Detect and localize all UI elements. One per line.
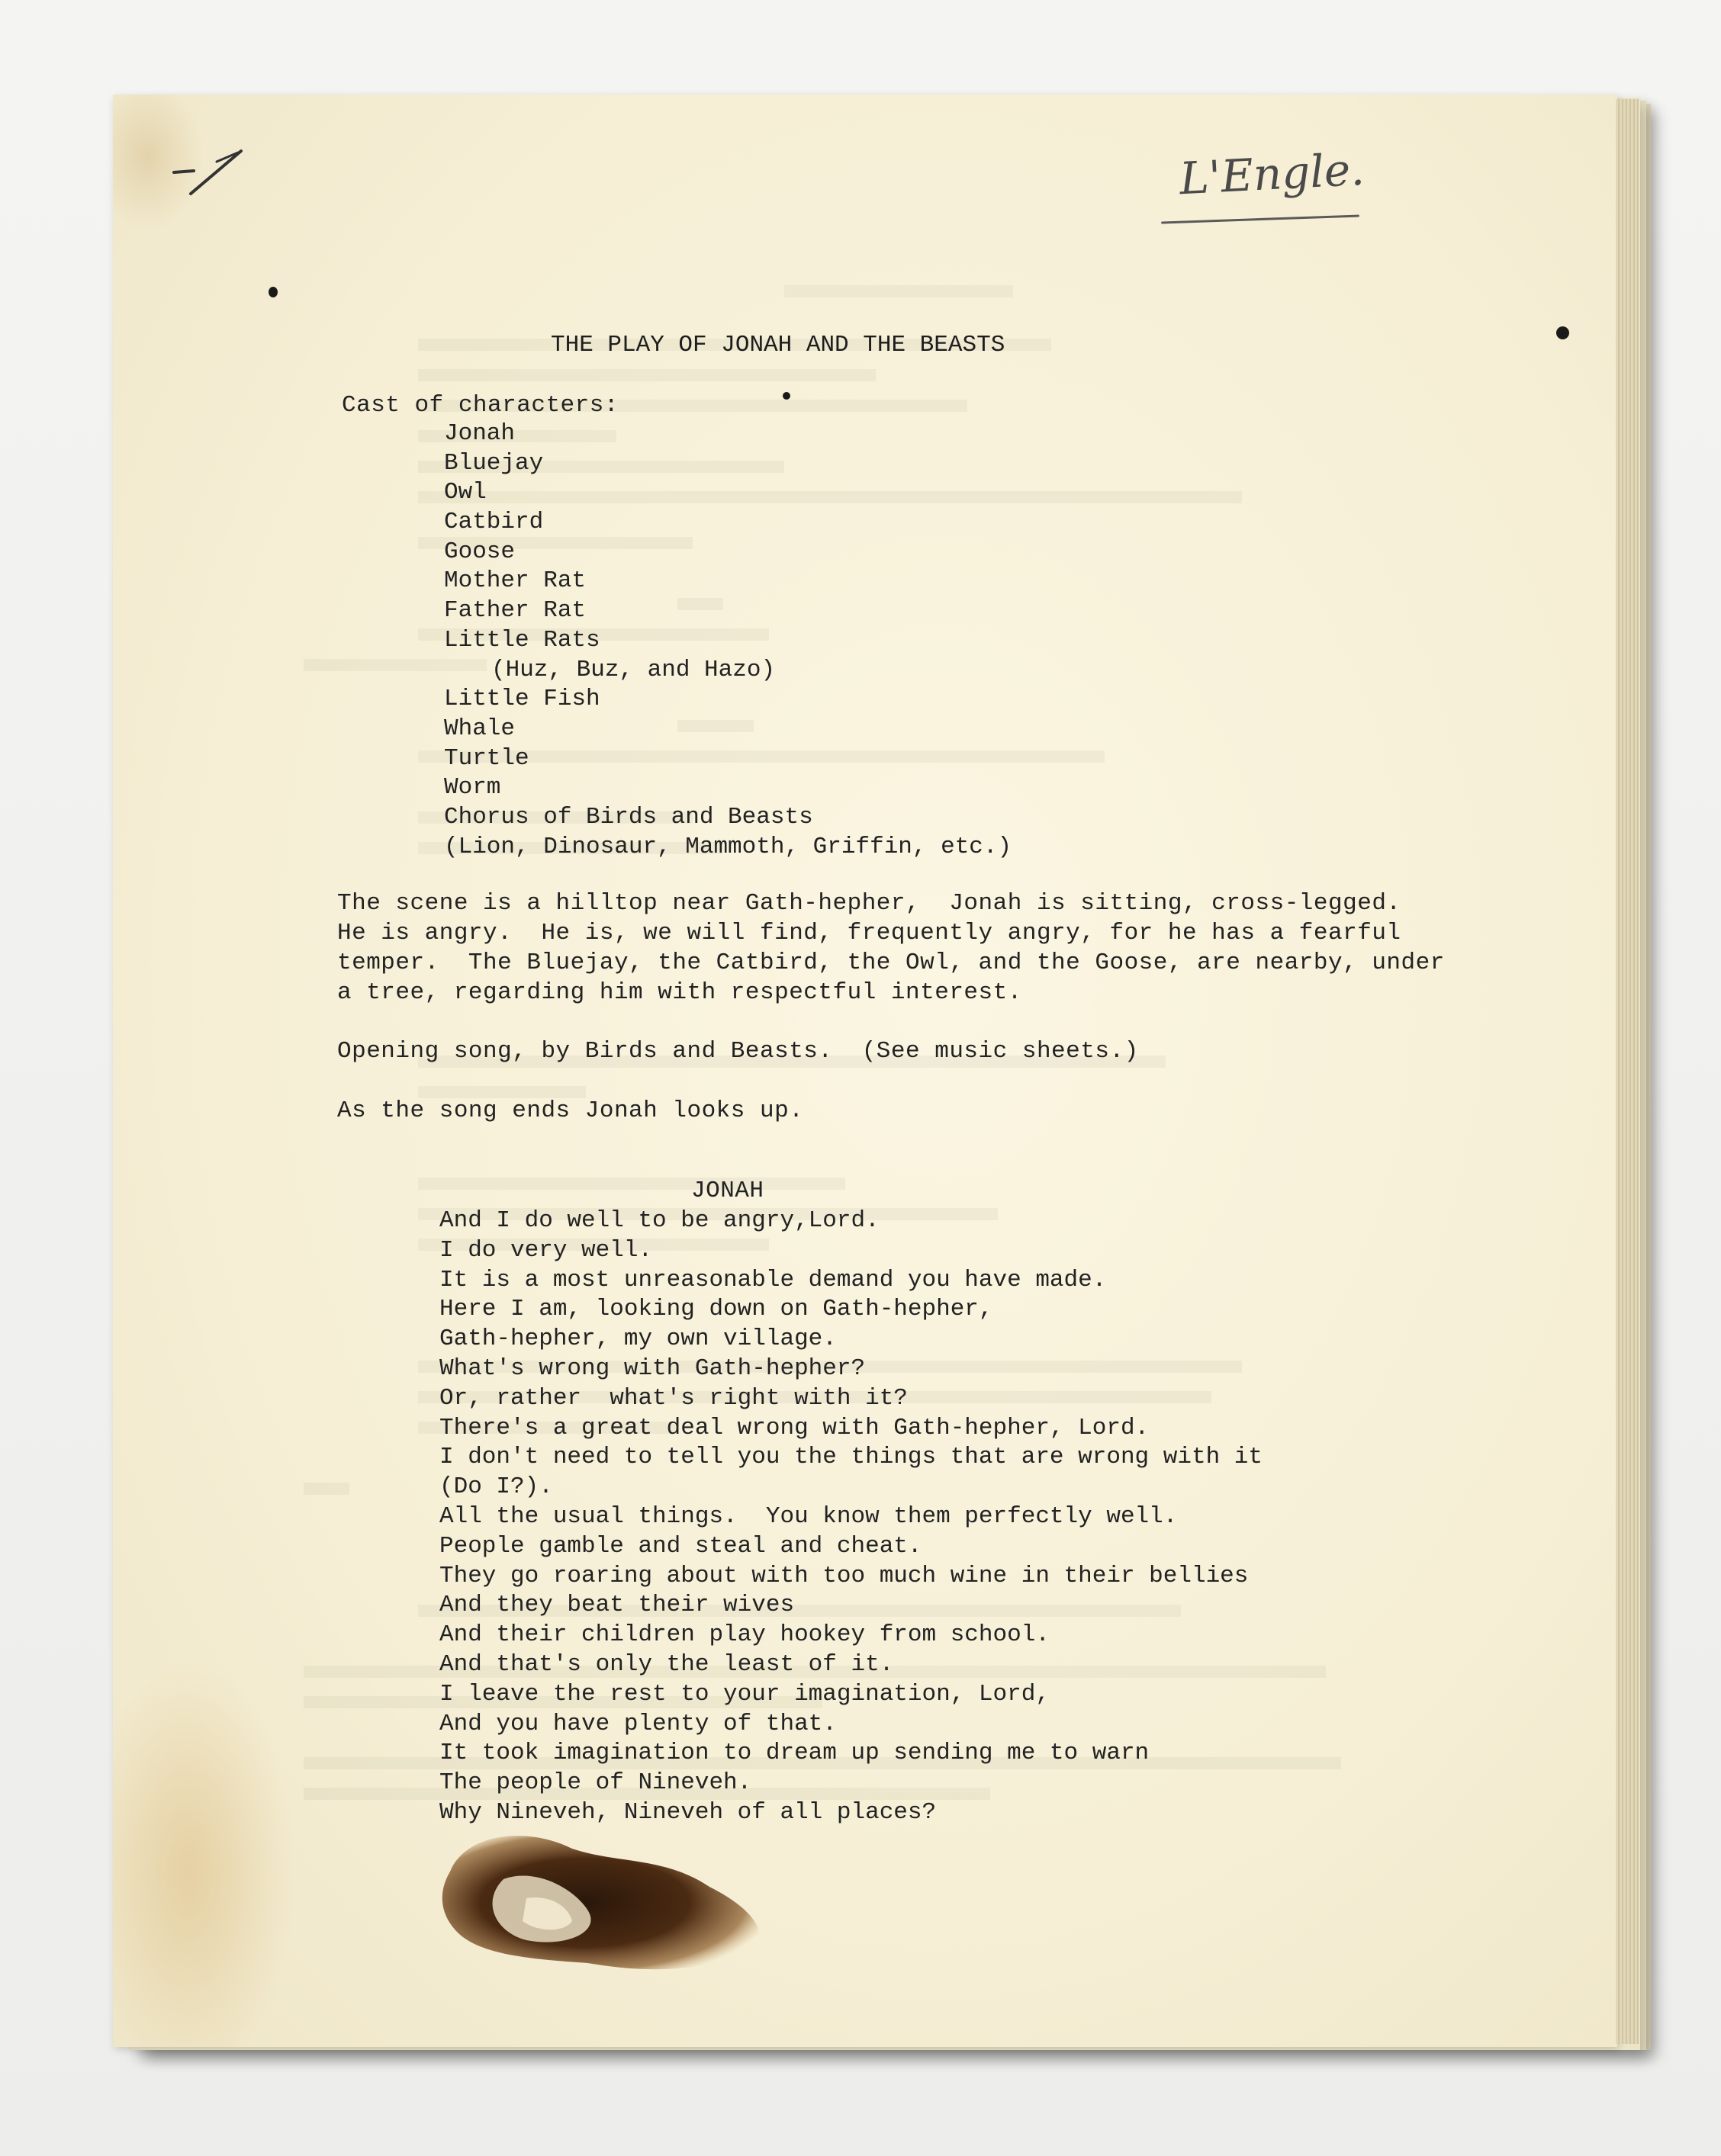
typescript-page <box>113 95 1617 2047</box>
cast-item: Owl <box>444 479 487 506</box>
cast-item: Bluejay <box>444 449 544 477</box>
cast-label: Cast of characters: <box>342 392 619 419</box>
opening-song-line: Opening song, by Birds and Beasts. (See music sheets.) <box>337 1038 1139 1065</box>
speech-line: And they beat their wives <box>439 1592 795 1619</box>
speech-line: What's wrong with Gath-hepher? <box>439 1354 866 1382</box>
speech-line: I do very well. <box>439 1236 653 1264</box>
ink-dot <box>269 287 278 297</box>
cast-item: Chorus of Birds and Beasts <box>444 803 813 831</box>
cast-item: Goose <box>444 538 516 565</box>
speech-line: Or, rather what's right with it? <box>439 1384 908 1412</box>
speech-line: I don't need to tell you the things that are wrong with it <box>439 1444 1263 1471</box>
speech-line: There's a great deal wrong with Gath-hepher, Lord. <box>439 1414 1150 1441</box>
scene-line: The scene is a hilltop near Gath-hepher, Jonah is sitting, cross-legged. <box>337 890 1401 917</box>
speech-line: The people of Nineveh. <box>439 1769 752 1797</box>
speech-line: Why Nineveh, Nineveh of all places? <box>439 1798 937 1826</box>
page-edges <box>1616 99 1639 2044</box>
speech-line: Here I am, looking down on Gath-hepher, <box>439 1296 993 1323</box>
speech-line: And their children play hookey from school. <box>439 1621 1050 1649</box>
page-number-mark <box>159 140 258 201</box>
scene-line: He is angry. He is, we will find, frequently angry, for he has a fearful <box>337 920 1401 946</box>
speech-line: (Do I?). <box>439 1473 553 1501</box>
speech-line: They go roaring about with too much wine in their bellies <box>439 1562 1249 1589</box>
cast-item: (Lion, Dinosaur, Mammoth, Griffin, etc.) <box>444 833 1012 860</box>
handwritten-author-note: L'Engle. <box>1178 143 1366 205</box>
speech-line: It took imagination to dream up sending me to warn <box>439 1740 1150 1767</box>
speech-line: And that's only the least of it. <box>439 1650 894 1678</box>
cast-item: Father Rat <box>444 597 587 625</box>
cast-item: Worm <box>444 774 501 802</box>
cast-list <box>444 419 1012 862</box>
speaker-name: JONAH <box>691 1178 764 1204</box>
cast-item: Little Rats <box>444 626 600 654</box>
speech-line: And you have plenty of that. <box>439 1710 837 1737</box>
speech-line: And I do well to be angry,Lord. <box>439 1207 880 1234</box>
song-ends-line: As the song ends Jonah looks up. <box>337 1097 804 1124</box>
scene-line: a tree, regarding him with respectful interest. <box>337 979 1022 1006</box>
speech-line: I leave the rest to your imagination, Lord, <box>439 1680 1050 1708</box>
speech-line: It is a most unreasonable demand you have made. <box>439 1266 1107 1293</box>
cast-item: Jonah <box>444 420 516 447</box>
cast-item: Catbird <box>444 509 544 536</box>
cast-item: Turtle <box>444 744 529 772</box>
speech-line: People gamble and steal and cheat. <box>439 1532 922 1560</box>
speech-line: All the usual things. You know them perfectly well. <box>439 1502 1178 1530</box>
play-title: THE PLAY OF JONAH AND THE BEASTS <box>551 332 1005 358</box>
ink-dot <box>1556 326 1569 339</box>
cast-item: Mother Rat <box>444 567 587 595</box>
jonah-speech <box>439 1207 1263 1828</box>
burn-mark <box>435 1826 786 1978</box>
ink-dot <box>783 392 790 400</box>
speech-line: Gath-hepher, my own village. <box>439 1325 837 1353</box>
cast-item: Whale <box>444 715 516 742</box>
cast-item: Little Fish <box>444 686 600 713</box>
scene-line: temper. The Bluejay, the Catbird, the Owl, and the Goose, are nearby, under <box>337 949 1445 976</box>
cast-item: (Huz, Buz, and Hazo) <box>491 656 776 683</box>
